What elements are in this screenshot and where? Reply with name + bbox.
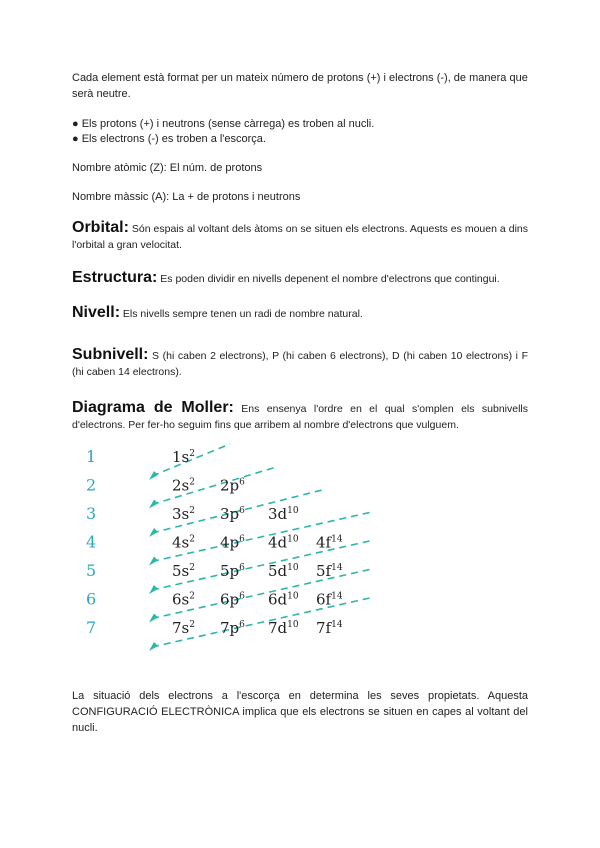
orbital-4s: $4s^2$ (172, 533, 195, 552)
orbital-7p: $7p^6$ (220, 619, 245, 637)
section-diagrama-term: Diagrama de Moller: (72, 399, 234, 416)
orbital-6p: $6p^6$ (220, 590, 245, 609)
orbital-6s: $6s^2$ (172, 590, 195, 609)
atomic-number-line: Nombre atòmic (Z): El núm. de protons (72, 162, 263, 174)
level-number-2: 2 (86, 475, 97, 495)
orbital-1s: $1s^2$ (172, 448, 195, 466)
orbital-3p: $3p^6$ (220, 505, 245, 523)
arrowhead-2 (149, 500, 158, 509)
orbital-4p: $4p^6$ (220, 533, 245, 552)
level-number-6: 6 (86, 589, 97, 609)
arrowhead-4 (149, 557, 158, 566)
orbital-5d: $5d^{10}$ (268, 562, 299, 580)
section-orbital-term: Orbital: (72, 219, 129, 236)
arrowhead-3 (149, 528, 158, 537)
arrowhead-7 (149, 642, 158, 651)
orbital-4f: $4f^{14}$ (316, 533, 343, 552)
orbital-2s: $2s^2$ (172, 476, 195, 495)
section-orbital-text: Són espais al voltant dels àtoms on se situen els electrons. Aquests es mouen a dins l'orbital a gran velocitat. (72, 223, 528, 251)
section-subnivell-text: S (hi caben 2 electrons), P (hi caben 6 electrons), D (hi caben 10 electrons) i F (hi caben 14 electrons). (72, 350, 528, 378)
bullet-protons: ● Els protons (+) i neutrons (sense càrrega) es troben al nucli. (72, 118, 375, 130)
section-orbital (72, 220, 528, 253)
level-number-5: 5 (86, 561, 97, 580)
section-nivell-term: Nivell: (72, 304, 121, 321)
mass-number-line: Nombre màssic (A): La + de protons i neutrons (72, 191, 301, 203)
section-estructura (72, 270, 528, 287)
closing-paragraph: La situació dels electrons a l'escorça en determina les seves propietats. Aquesta CONFIGURACIÓ ELECTRÒNICA implica que els electrons se situen en capes al voltant del nucli. (72, 690, 528, 734)
orbital-5f: $5f^{14}$ (316, 562, 343, 580)
section-subnivell-term: Subnivell: (72, 346, 149, 363)
orbital-5p: $5p^6$ (220, 562, 245, 580)
level-number-4: 4 (86, 532, 97, 552)
section-diagrama (72, 400, 528, 433)
moller-diagram (72, 440, 402, 660)
section-subnivell (72, 347, 528, 380)
orbital-4d: $4d^{10}$ (268, 533, 299, 552)
orbital-7d: $7d^{10}$ (268, 619, 299, 637)
orbital-2p: $2p^6$ (220, 476, 245, 495)
bullet-electrons: ● Els electrons (-) es troben a l'escorça. (72, 133, 266, 145)
section-estructura-term: Estructura: (72, 269, 158, 286)
arrowhead-1 (149, 471, 158, 480)
orbital-5s: $5s^2$ (172, 562, 195, 580)
intro-paragraph: Cada element està format per un mateix número de protons (+) i electrons (-), de manera que serà neutre. (72, 72, 528, 100)
section-nivell (72, 305, 528, 322)
orbital-7s: $7s^2$ (172, 619, 195, 637)
section-nivell-text: Els nivells sempre tenen un radi de nombre natural. (120, 308, 363, 320)
orbital-6d: $6d^{10}$ (268, 590, 299, 609)
orbital-3d: $3d^{10}$ (268, 505, 299, 523)
level-number-7: 7 (86, 618, 97, 637)
level-number-3: 3 (86, 504, 97, 523)
section-diagrama-text: Ens ensenya l'ordre en el qual s'omplen els subnivells d'electrons. Per fer-ho seguim fins que arribem al nombre d'electrons que vulguem. (72, 403, 528, 431)
arrowhead-6 (149, 614, 158, 623)
section-estructura-text: Es poden dividir en nivells depenent el nombre d'electrons que contingui. (157, 273, 500, 285)
orbital-6f: $6f^{14}$ (316, 590, 343, 609)
arrowhead-5 (149, 585, 158, 594)
diagonal-arrow-2 (152, 467, 278, 505)
level-number-1: 1 (86, 447, 97, 466)
orbital-7f: $7f^{14}$ (316, 619, 343, 637)
orbital-3s: $3s^2$ (172, 505, 195, 523)
